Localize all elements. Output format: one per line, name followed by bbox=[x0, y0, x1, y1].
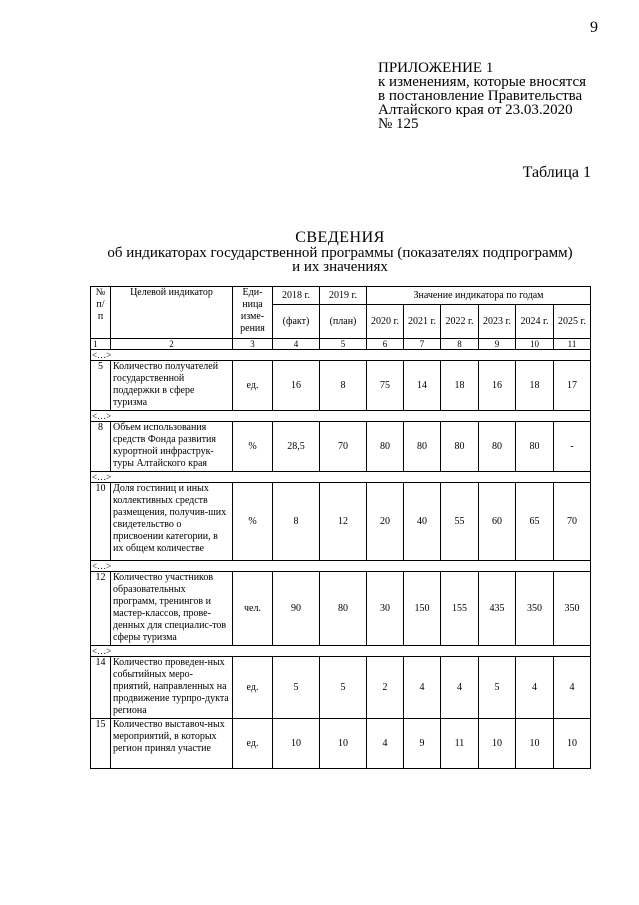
value-cell: 350 bbox=[554, 572, 591, 646]
value-cell: 18 bbox=[441, 361, 479, 411]
value-cell: 350 bbox=[516, 572, 554, 646]
value-cell: 30 bbox=[367, 572, 404, 646]
header-year: 2024 г. bbox=[516, 305, 554, 339]
value-2019: 12 bbox=[320, 483, 367, 561]
value-cell: 9 bbox=[404, 719, 441, 769]
table-label: Таблица 1 bbox=[522, 164, 591, 181]
value-cell: 10 bbox=[516, 719, 554, 769]
value-2019: 5 bbox=[320, 657, 367, 719]
value-cell: 14 bbox=[404, 361, 441, 411]
unit-cell: % bbox=[233, 483, 273, 561]
row-number: 8 bbox=[91, 422, 111, 472]
value-2018: 10 bbox=[273, 719, 320, 769]
value-2019: 80 bbox=[320, 572, 367, 646]
header-fact: (факт) bbox=[273, 305, 320, 339]
table-row bbox=[91, 719, 591, 769]
header-indicator: Целевой индикатор bbox=[111, 287, 233, 339]
document-heading bbox=[60, 230, 620, 274]
header-2018: 2018 г. bbox=[273, 287, 320, 305]
appendix-title: ПРИЛОЖЕНИЕ 1 bbox=[378, 60, 494, 76]
value-cell: 435 bbox=[479, 572, 516, 646]
column-number: 6 bbox=[367, 339, 404, 350]
value-cell: 2 bbox=[367, 657, 404, 719]
indicator-name: Количество участников образовательных программ, тренингов и мастер-классов, прове-денных для специалис-тов сферы туризма bbox=[111, 572, 233, 646]
table-row bbox=[91, 572, 591, 646]
unit-cell: ед. bbox=[233, 719, 273, 769]
column-number: 11 bbox=[554, 339, 591, 350]
header-year: 2021 г. bbox=[404, 305, 441, 339]
value-cell: 4 bbox=[367, 719, 404, 769]
column-number-row bbox=[91, 339, 591, 350]
value-cell: 18 bbox=[516, 361, 554, 411]
header-no: № п/ п bbox=[91, 287, 111, 339]
unit-cell: % bbox=[233, 422, 273, 472]
omitted-rows bbox=[91, 561, 591, 572]
value-cell: 80 bbox=[404, 422, 441, 472]
value-2019: 10 bbox=[320, 719, 367, 769]
unit-cell: ед. bbox=[233, 361, 273, 411]
value-cell: 75 bbox=[367, 361, 404, 411]
value-2018: 5 bbox=[273, 657, 320, 719]
value-cell: 150 bbox=[404, 572, 441, 646]
value-2019: 8 bbox=[320, 361, 367, 411]
heading-title: СВЕДЕНИЯ bbox=[295, 229, 385, 246]
column-number: 3 bbox=[233, 339, 273, 350]
value-cell: 40 bbox=[404, 483, 441, 561]
table-row bbox=[91, 657, 591, 719]
unit-cell: ед. bbox=[233, 657, 273, 719]
omitted-rows bbox=[91, 646, 591, 657]
column-number: 4 bbox=[273, 339, 320, 350]
column-number: 1 bbox=[91, 339, 111, 350]
omitted-rows bbox=[91, 472, 591, 483]
value-cell: 10 bbox=[479, 719, 516, 769]
omitted-marker: <…> bbox=[91, 646, 591, 657]
column-number: 5 bbox=[320, 339, 367, 350]
value-cell: 55 bbox=[441, 483, 479, 561]
value-cell: 17 bbox=[554, 361, 591, 411]
column-number: 10 bbox=[516, 339, 554, 350]
value-2018: 8 bbox=[273, 483, 320, 561]
omitted-marker: <…> bbox=[91, 472, 591, 483]
value-cell: 4 bbox=[404, 657, 441, 719]
header-unit: Еди-ница изме-рения bbox=[233, 287, 273, 339]
value-cell: 16 bbox=[479, 361, 516, 411]
value-cell: 80 bbox=[516, 422, 554, 472]
indicator-name: Количество выставоч-ных мероприятий, в которых регион принял участие bbox=[111, 719, 233, 769]
appendix-line: в постановление Правительства bbox=[378, 88, 583, 104]
omitted-marker: <…> bbox=[91, 350, 591, 361]
header-year: 2022 г. bbox=[441, 305, 479, 339]
value-2019: 70 bbox=[320, 422, 367, 472]
indicators-table bbox=[90, 286, 591, 769]
value-cell: 4 bbox=[554, 657, 591, 719]
value-cell: 65 bbox=[516, 483, 554, 561]
appendix-line: к изменениям, которые вносятся bbox=[378, 74, 587, 90]
value-cell: 4 bbox=[516, 657, 554, 719]
value-cell: 80 bbox=[441, 422, 479, 472]
omitted-marker: <…> bbox=[91, 561, 591, 572]
value-cell: 4 bbox=[441, 657, 479, 719]
indicator-name: Количество проведен-ных событийных меро-приятий, направленных на продвижение турпро-дукта региона bbox=[111, 657, 233, 719]
appendix-block bbox=[378, 61, 586, 131]
omitted-rows bbox=[91, 350, 591, 361]
row-number: 5 bbox=[91, 361, 111, 411]
column-number: 8 bbox=[441, 339, 479, 350]
value-2018: 90 bbox=[273, 572, 320, 646]
appendix-line: Алтайского края от 23.03.2020 bbox=[378, 102, 573, 118]
value-cell: 155 bbox=[441, 572, 479, 646]
indicator-name: Количество получателей государственной поддержки в сфере туризма bbox=[111, 361, 233, 411]
value-cell: 5 bbox=[479, 657, 516, 719]
header-plan: (план) bbox=[320, 305, 367, 339]
header-year: 2020 г. bbox=[367, 305, 404, 339]
column-number: 9 bbox=[479, 339, 516, 350]
value-2018: 16 bbox=[273, 361, 320, 411]
row-number: 14 bbox=[91, 657, 111, 719]
value-cell: 80 bbox=[367, 422, 404, 472]
table-row bbox=[91, 422, 591, 472]
table-row bbox=[91, 361, 591, 411]
indicator-name: Доля гостиниц и иных коллективных средств размещения, получив-ших свидетельство о присвоении категории, в их общем количестве bbox=[111, 483, 233, 561]
header-2019: 2019 г. bbox=[320, 287, 367, 305]
column-number: 7 bbox=[404, 339, 441, 350]
value-cell: 20 bbox=[367, 483, 404, 561]
header-by-years: Значение индикатора по годам bbox=[367, 287, 591, 305]
omitted-marker: <…> bbox=[91, 411, 591, 422]
value-cell: 70 bbox=[554, 483, 591, 561]
value-cell: - bbox=[554, 422, 591, 472]
value-cell: 10 bbox=[554, 719, 591, 769]
row-number: 15 bbox=[91, 719, 111, 769]
value-2018: 28,5 bbox=[273, 422, 320, 472]
row-number: 10 bbox=[91, 483, 111, 561]
appendix-line: № 125 bbox=[378, 116, 419, 132]
page-number: 9 bbox=[590, 19, 598, 36]
header-year: 2025 г. bbox=[554, 305, 591, 339]
heading-subtitle: об индикаторах государственной программы (показателях подпрограмм) bbox=[107, 245, 573, 261]
indicator-name: Объем использования средств Фонда развития курортной инфраструк-туры Алтайского края bbox=[111, 422, 233, 472]
value-cell: 80 bbox=[479, 422, 516, 472]
value-cell: 60 bbox=[479, 483, 516, 561]
omitted-rows bbox=[91, 411, 591, 422]
table-row bbox=[91, 483, 591, 561]
value-cell: 11 bbox=[441, 719, 479, 769]
header-year: 2023 г. bbox=[479, 305, 516, 339]
column-number: 2 bbox=[111, 339, 233, 350]
heading-subtitle: и их значениях bbox=[292, 259, 388, 275]
row-number: 12 bbox=[91, 572, 111, 646]
unit-cell: чел. bbox=[233, 572, 273, 646]
